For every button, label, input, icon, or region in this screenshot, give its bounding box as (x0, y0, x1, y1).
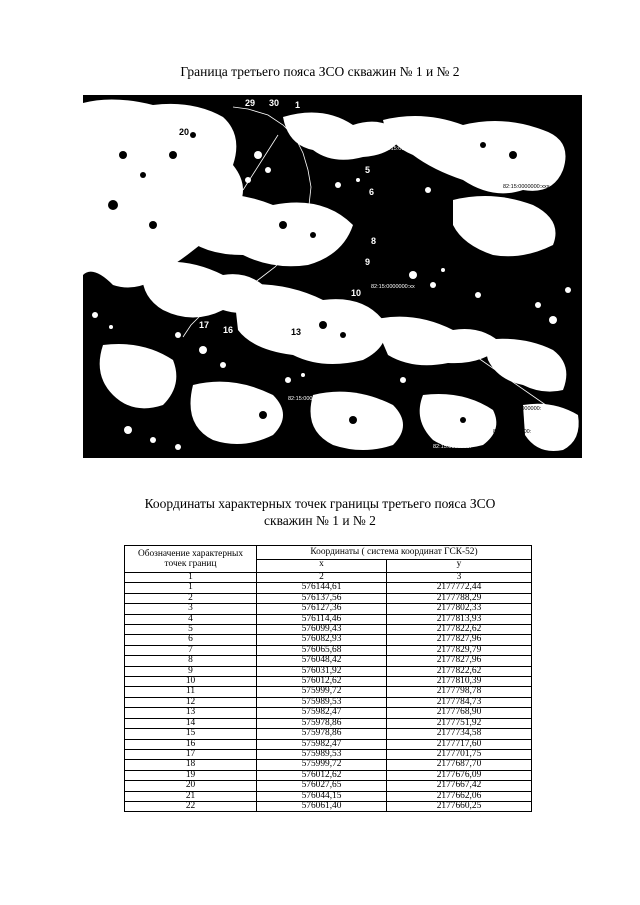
table-row (125, 677, 532, 687)
point-number-cell: 20 (125, 781, 257, 791)
y-coordinate-cell: 2177768,90 (387, 708, 532, 718)
index-cell: 2 (257, 573, 387, 583)
map-point-6: 6 (369, 187, 375, 197)
x-coordinate-cell: 576031,92 (257, 666, 387, 676)
point-number-cell: 2 (125, 593, 257, 603)
map-point-2: 2 (225, 101, 231, 111)
x-coordinate-cell: 576012,62 (257, 770, 387, 780)
table-row (125, 801, 532, 811)
point-number-cell: 15 (125, 729, 257, 739)
y-coordinate-cell: 2177822,62 (387, 666, 532, 676)
table-row (125, 760, 532, 770)
table-row (125, 635, 532, 645)
y-coordinate-cell: 2177734,58 (387, 729, 532, 739)
x-coordinate-cell: 576061,40 (257, 801, 387, 811)
point-number-cell: 16 (125, 739, 257, 749)
map-point-1: 1 (295, 100, 301, 110)
point-number-cell: 22 (125, 801, 257, 811)
table-row (125, 749, 532, 759)
map-point-29: 29 (245, 98, 256, 108)
map-point-19: 19 (167, 291, 178, 301)
y-coordinate-cell: 2177788,29 (387, 593, 532, 603)
map-point-20: 20 (179, 127, 190, 137)
map-point-17: 17 (199, 320, 210, 330)
point-number-cell: 8 (125, 656, 257, 666)
header-point-label: Обозначение характерных точек границ (125, 546, 257, 573)
index-cell: 3 (387, 573, 532, 583)
point-number-cell: 18 (125, 760, 257, 770)
y-coordinate-cell: 2177667,42 (387, 781, 532, 791)
map-point-5: 5 (365, 165, 371, 175)
point-number-cell: 1 (125, 583, 257, 593)
table-row (125, 625, 532, 635)
x-coordinate-cell: 576144,61 (257, 583, 387, 593)
point-number-cell: 7 (125, 645, 257, 655)
x-coordinate-cell: 576127,36 (257, 604, 387, 614)
index-cell: 1 (125, 573, 257, 583)
header-x: x (257, 560, 387, 573)
coordinates-table-body (125, 573, 532, 812)
map-terrain (83, 99, 579, 451)
y-coordinate-cell: 2177717,60 (387, 739, 532, 749)
aerial-map-image (83, 95, 582, 458)
y-coordinate-cell: 2177784,73 (387, 697, 532, 707)
cadastral-label: 82:15:0000000:xxx (503, 184, 550, 190)
point-number-cell: 17 (125, 749, 257, 759)
y-coordinate-cell: 2177827,96 (387, 635, 532, 645)
map-point-13: 13 (291, 327, 302, 337)
y-coordinate-cell: 2177660,25 (387, 801, 532, 811)
index-row (125, 573, 532, 583)
y-coordinate-cell: 2177662,06 (387, 791, 532, 801)
map-point-10: 10 (351, 288, 362, 298)
table-row (125, 739, 532, 749)
x-coordinate-cell: 576012,62 (257, 677, 387, 687)
x-coordinate-cell: 575999,72 (257, 760, 387, 770)
map-point-4: 4 (351, 145, 357, 155)
map-graphic (83, 95, 582, 458)
point-number-cell: 3 (125, 604, 257, 614)
map-point-18: 18 (179, 306, 190, 316)
y-coordinate-cell: 2177772,44 (387, 583, 532, 593)
y-coordinate-cell: 2177813,93 (387, 614, 532, 624)
y-coordinate-cell: 2177687,70 (387, 760, 532, 770)
table-row (125, 729, 532, 739)
x-coordinate-cell: 575978,86 (257, 718, 387, 728)
cadastral-label: 82:15:0000000:x (288, 396, 329, 402)
x-coordinate-cell: 575999,72 (257, 687, 387, 697)
table-row (125, 614, 532, 624)
table-row (125, 781, 532, 791)
point-number-cell: 9 (125, 666, 257, 676)
cadastral-label: 82:15:0000000: (493, 429, 532, 435)
map-point-11: 11 (327, 283, 337, 293)
table-row (125, 697, 532, 707)
table-row (125, 718, 532, 728)
cadastral-label: 82:15:0000000:2578 (383, 146, 434, 152)
header-y: y (387, 560, 532, 573)
x-coordinate-cell: 575989,53 (257, 697, 387, 707)
x-coordinate-cell: 576065,68 (257, 645, 387, 655)
x-coordinate-cell: 576114,46 (257, 614, 387, 624)
x-coordinate-cell: 575989,53 (257, 749, 387, 759)
table-row (125, 708, 532, 718)
map-title: Граница третьего пояса ЗСО скважин № 1 и № 2 (180, 64, 460, 79)
table-row (125, 656, 532, 666)
y-coordinate-cell: 2177751,92 (387, 718, 532, 728)
coordinates-table (124, 545, 532, 812)
x-coordinate-cell: 575982,47 (257, 708, 387, 718)
point-number-cell: 4 (125, 614, 257, 624)
header-coordinates: Координаты ( система координат ГСК-52) (257, 546, 532, 560)
coords-title-line2: скважин № 1 и № 2 (264, 513, 376, 528)
coords-title (0, 495, 640, 529)
point-number-cell: 19 (125, 770, 257, 780)
point-number-cell: 11 (125, 687, 257, 697)
x-coordinate-cell: 576044,15 (257, 791, 387, 801)
point-number-cell: 5 (125, 625, 257, 635)
point-number-cell: 14 (125, 718, 257, 728)
x-coordinate-cell: 576027,65 (257, 781, 387, 791)
map-point-9: 9 (365, 257, 371, 267)
point-number-cell: 13 (125, 708, 257, 718)
y-coordinate-cell: 2177798,78 (387, 687, 532, 697)
cadastral-label: 82:15:0000000: (503, 406, 542, 412)
y-coordinate-cell: 2177701,75 (387, 749, 532, 759)
boundary-leader-line-2 (243, 135, 278, 190)
x-coordinate-cell: 576048,42 (257, 656, 387, 666)
x-coordinate-cell: 576082,93 (257, 635, 387, 645)
map-point-8: 8 (371, 236, 377, 246)
y-coordinate-cell: 2177676,09 (387, 770, 532, 780)
map-point-16: 16 (223, 325, 234, 335)
y-coordinate-cell: 2177822,62 (387, 625, 532, 635)
cadastral-label: 82:15:0000000:xx (371, 284, 415, 290)
table-row (125, 770, 532, 780)
y-coordinate-cell: 2177810,39 (387, 677, 532, 687)
x-coordinate-cell: 575982,47 (257, 739, 387, 749)
table-row (125, 791, 532, 801)
y-coordinate-cell: 2177829,79 (387, 645, 532, 655)
y-coordinate-cell: 2177802,33 (387, 604, 532, 614)
table-row (125, 687, 532, 697)
table-row (125, 583, 532, 593)
table-row (125, 593, 532, 603)
point-number-cell: 12 (125, 697, 257, 707)
map-point-12: 12 (269, 333, 280, 343)
x-coordinate-cell: 575978,86 (257, 729, 387, 739)
cadastral-label: 82:15:0000000: (433, 444, 472, 450)
table-row (125, 666, 532, 676)
point-number-cell: 6 (125, 635, 257, 645)
y-coordinate-cell: 2177827,96 (387, 656, 532, 666)
x-coordinate-cell: 576099,43 (257, 625, 387, 635)
table-row (125, 645, 532, 655)
table-row (125, 604, 532, 614)
x-coordinate-cell: 576137,56 (257, 593, 387, 603)
point-number-cell: 10 (125, 677, 257, 687)
coords-title-line1: Координаты характерных точек границы третьего пояса ЗСО (144, 496, 496, 511)
map-point-30: 30 (269, 98, 280, 108)
point-number-cell: 21 (125, 791, 257, 801)
